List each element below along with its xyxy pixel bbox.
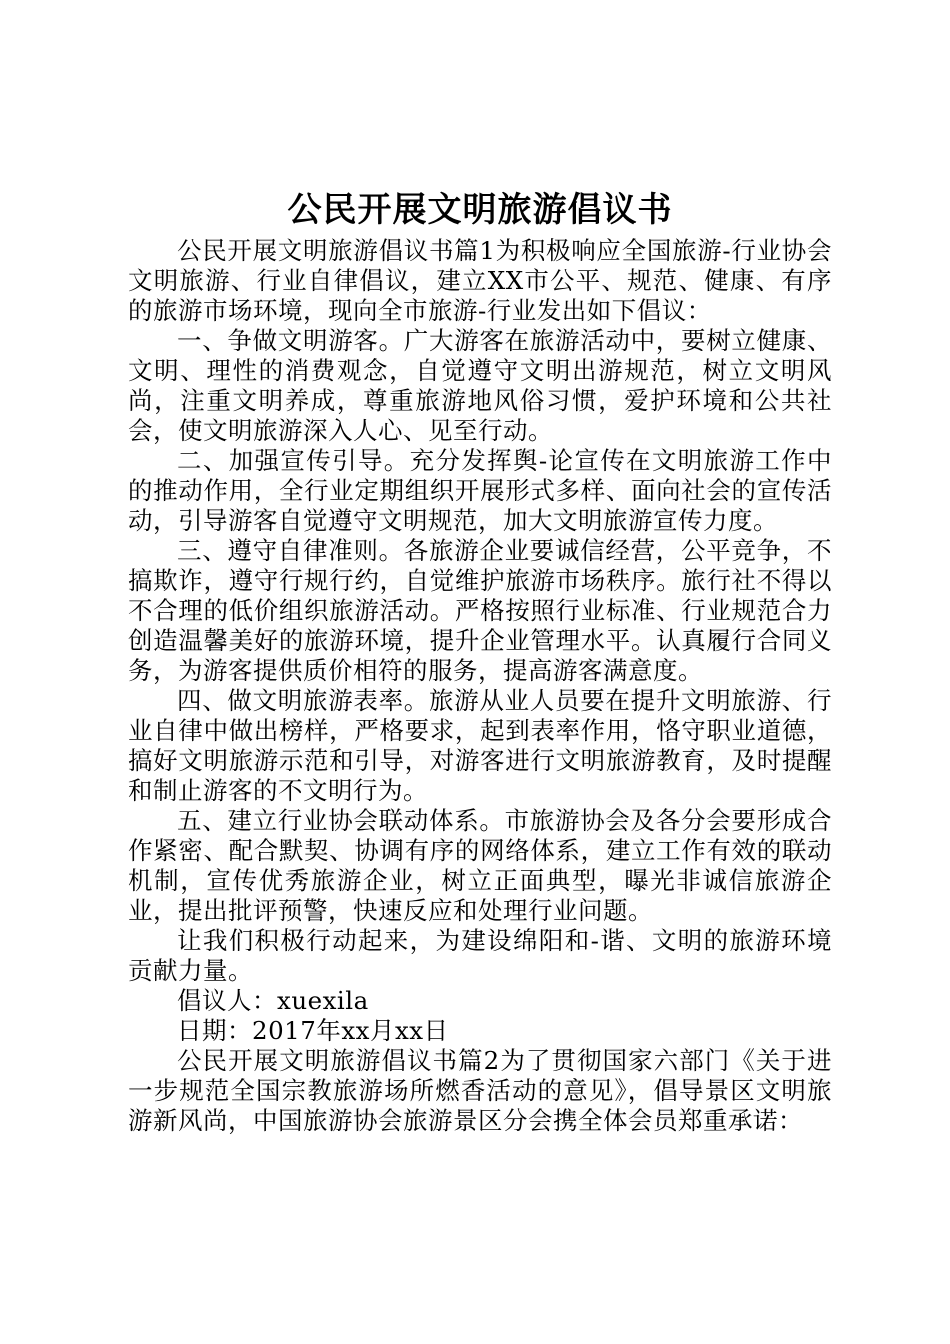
paragraph-item-3: 三、遵守自律准则。各旅游企业要诚信经营，公平竞争，不搞欺诈，遵守行规行约，自觉维护旅游市场秩序。旅行社不得以不合理的低价组织旅游活动。严格按照行业标准、行业规范合力创造温馨美好的旅游环境，提升企业管理水平。认真履行合同义务，为游客提供质价相符的服务，提高游客满意度。 <box>128 536 832 685</box>
paragraph-item-4: 四、做文明旅游表率。旅游从业人员要在提升文明旅游、行业自律中做出榜样，严格要求，起到表率作用，恪守职业道德，搞好文明旅游示范和引导，对游客进行文明旅游教育，及时提醒和制止游客的不文明行为。 <box>128 686 832 805</box>
paragraph-intro: 公民开展文明旅游倡议书篇1为积极响应全国旅游-行业协会文明旅游、行业自律倡议，建立XX市公平、规范、健康、有序的旅游市场环境，现向全市旅游-行业发出如下倡议： <box>128 236 832 325</box>
paragraph-item-2: 二、加强宣传引导。充分发挥舆-论宣传在文明旅游工作中的推动作用，全行业定期组织开展形式多样、面向社会的宣传活动，引导游客自觉遵守文明规范，加大文明旅游宣传力度。 <box>128 446 832 535</box>
document-page <box>128 186 832 1136</box>
paragraph-closing: 让我们积极行动起来，为建设绵阳和-谐、文明的旅游环境贡献力量。 <box>128 926 832 985</box>
paragraph-date: 日期：2017年xx月xx日 <box>177 1016 449 1045</box>
paragraph-item-1: 一、争做文明游客。广大游客在旅游活动中，要树立健康、文明、理性的消费观念，自觉遵守文明出游规范，树立文明风尚，注重文明养成，尊重旅游地风俗习惯，爱护环境和公共社会，使文明旅游深入人心、见至行动。 <box>128 326 832 445</box>
document-title: 公民开展文明旅游倡议书 <box>287 190 673 230</box>
paragraph-part-2-intro: 公民开展文明旅游倡议书篇2为了贯彻国家六部门《关于进一步规范全国宗教旅游场所燃香活动的意见》，倡导景区文明旅游新风尚，中国旅游协会旅游景区分会携全体会员郑重承诺： <box>128 1046 832 1135</box>
paragraph-proposer: 倡议人：xuexila <box>177 986 369 1015</box>
paragraph-item-5: 五、建立行业协会联动体系。市旅游协会及各分会要形成合作紧密、配合默契、协调有序的网络体系，建立工作有效的联动机制，宣传优秀旅游企业，树立正面典型，曝光非诚信旅游企业，提出批评预警，快速反应和处理行业问题。 <box>128 806 832 925</box>
